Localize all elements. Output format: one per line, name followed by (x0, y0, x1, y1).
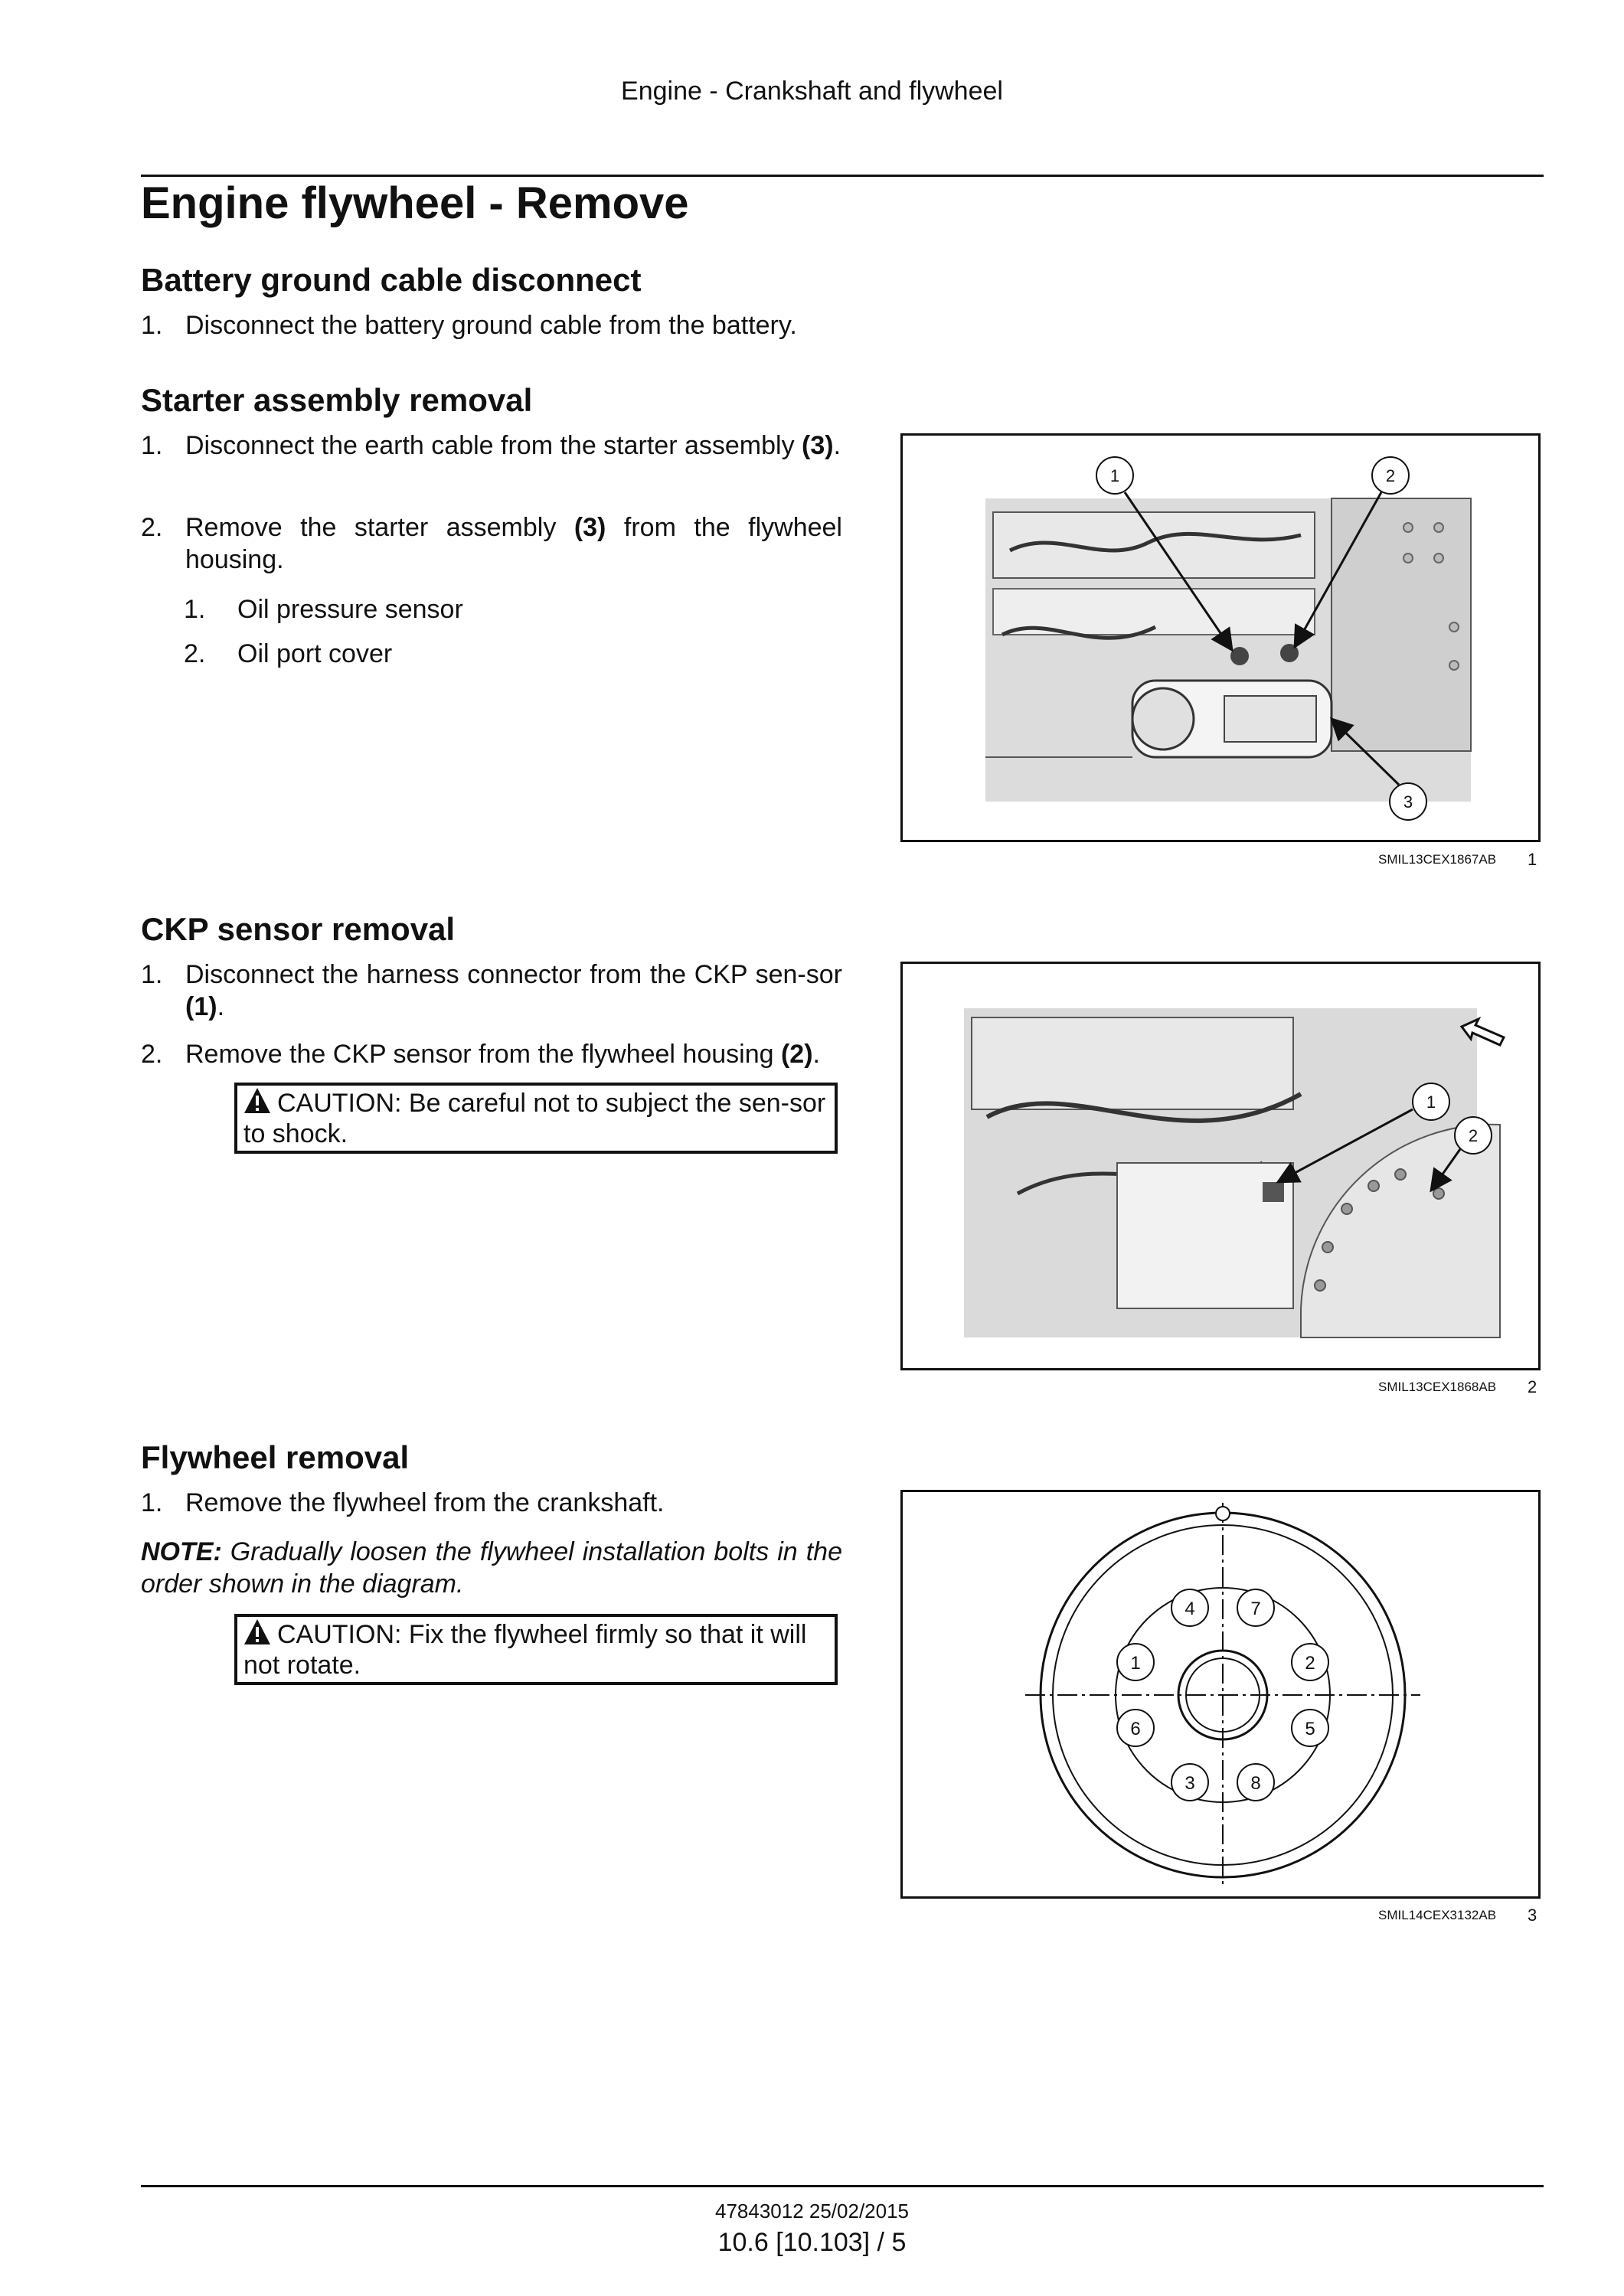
footer-page-number: 10.6 [10.103] / 5 (717, 2228, 907, 2257)
legend-item-2: 2. Oil port cover (184, 639, 393, 668)
callout-3: 3 (1403, 792, 1413, 812)
note (141, 1536, 842, 1600)
step-text: Remove the flywheel from the crankshaft. (185, 1488, 665, 1517)
section-title-battery: Battery ground cable disconnect (141, 262, 642, 298)
figure-number: 2 (1528, 1377, 1537, 1396)
warning-icon (243, 1618, 271, 1646)
battery-step-1 (141, 309, 842, 341)
footer-rule (141, 2185, 1544, 2187)
step-number: 2. (141, 513, 163, 542)
section-title-flywheel: Flywheel removal (141, 1439, 410, 1475)
bolt-label-1: 1 (1130, 1653, 1141, 1674)
bolt-label-3: 3 (1185, 1773, 1195, 1794)
step-text: Disconnect the earth cable from the starter assembly (3). (185, 431, 841, 460)
figure-3-flywheel-bolt-order (900, 1490, 1541, 1899)
note-label: NOTE: (141, 1537, 222, 1566)
part-ref: (2) (780, 1040, 813, 1069)
figure-1-starter (900, 433, 1541, 842)
ckp-step-1 (141, 959, 842, 1023)
caution-text: CAUTION: Be careful not to subject the sen-sor to shock. (243, 1089, 826, 1148)
step-text: Disconnect the battery ground cable from the battery. (185, 311, 797, 340)
bolt-label-6: 6 (1130, 1719, 1141, 1739)
page-title: Engine flywheel - Remove (141, 178, 689, 228)
step-text: Disconnect the harness connector from the CKP sen-sor (1). (185, 960, 842, 1021)
flywheel-step-1 (141, 1487, 842, 1519)
figure-2-ckp (900, 962, 1541, 1370)
figure-number: 1 (1528, 850, 1537, 869)
bolt-label-5: 5 (1305, 1719, 1315, 1739)
step-text: Remove the starter assembly (3) from the flywheel housing. (185, 513, 842, 574)
bolt-label-8: 8 (1250, 1773, 1261, 1794)
part-ref: (1) (185, 992, 217, 1021)
callout-1: 1 (1426, 1092, 1436, 1112)
starter-step-2 (141, 511, 842, 576)
step-number: 2. (141, 1040, 163, 1069)
part-ref: (3) (802, 431, 834, 460)
section-title-starter: Starter assembly removal (141, 382, 533, 418)
header-rule (141, 175, 1544, 177)
note-text: Gradually loosen the flywheel installation bolts in the order shown in the diagram. (141, 1537, 842, 1599)
part-ref: (3) (573, 513, 606, 542)
step-number: 1. (141, 1488, 163, 1517)
ckp-step-2 (141, 1038, 842, 1070)
step-number: 1. (141, 431, 163, 460)
warning-icon (243, 1087, 271, 1115)
caution-text: CAUTION: Fix the flywheel firmly so that it will not rotate. (243, 1620, 807, 1680)
callout-2: 2 (1385, 466, 1396, 485)
step-number: 1. (141, 311, 163, 340)
footer-doc-code: 47843012 25/02/2015 (714, 2200, 910, 2223)
step-number: 1. (141, 960, 163, 989)
bolt-label-4: 4 (1185, 1599, 1195, 1619)
figure-number: 3 (1528, 1906, 1537, 1925)
step-text: Remove the CKP sensor from the flywheel housing (2). (185, 1040, 820, 1069)
callout-1: 1 (1109, 466, 1120, 485)
callout-2: 2 (1468, 1126, 1479, 1145)
bolt-label-7: 7 (1250, 1599, 1261, 1619)
caution-box-flywheel (234, 1614, 838, 1685)
section-title-ckp: CKP sensor removal (141, 911, 456, 947)
starter-step-1 (141, 429, 842, 462)
caution-box-ckp (234, 1083, 838, 1154)
figure-code: SMIL13CEX1868AB (1378, 1380, 1497, 1394)
running-header: Engine - Crankshaft and flywheel (621, 77, 1003, 106)
figure-code: SMIL14CEX3132AB (1378, 1908, 1497, 1922)
legend-item-1: 1. Oil pressure sensor (184, 595, 463, 624)
bolt-label-2: 2 (1305, 1653, 1315, 1674)
figure-code: SMIL13CEX1867AB (1378, 852, 1497, 867)
